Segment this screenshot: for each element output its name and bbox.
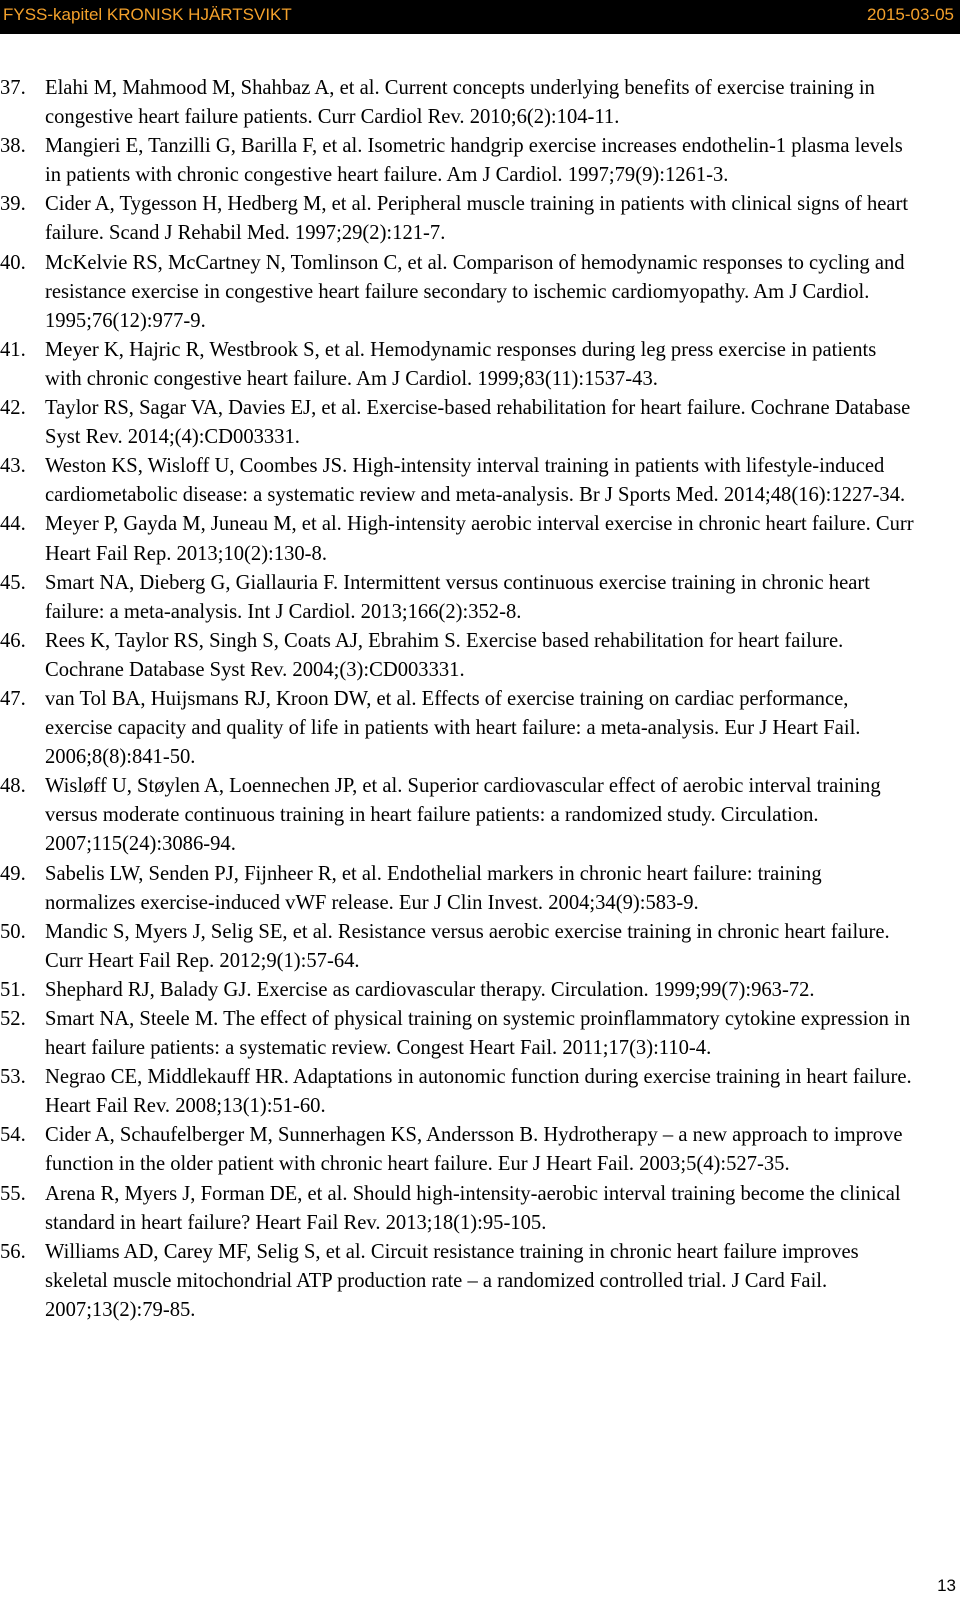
reference-number: 50. [0, 920, 26, 943]
reference-item-55 [0, 1180, 914, 1238]
reference-number: 40. [0, 251, 26, 274]
reference-item-47 [0, 685, 914, 772]
reference-item-44 [0, 510, 914, 568]
document-title: FYSS-kapitel KRONISK HJÄRTSVIKT [3, 5, 292, 24]
reference-item-49 [0, 860, 914, 918]
reference-item-54 [0, 1121, 914, 1179]
reference-number: 41. [0, 338, 26, 361]
document-date: 2015-03-05 [867, 5, 954, 24]
reference-text: Sabelis LW, Senden PJ, Fijnheer R, et al. Endothelial markers in chronic heart failure: training normalizes exercise-induced vWF release. Eur J Clin Invest. 2004;34(9):583-9. [45, 862, 822, 914]
reference-item-41 [0, 336, 914, 394]
reference-text: Mandic S, Myers J, Selig SE, et al. Resistance versus aerobic exercise training in chronic heart failure. Curr Heart Fail Rep. 2012;9(1):57-64. [45, 920, 890, 972]
reference-text: Mangieri E, Tanzilli G, Barilla F, et al. Isometric handgrip exercise increases endothelin-1 plasma levels in patients with chronic congestive heart failure. Am J Cardiol. 1997;79(9):1261-3. [45, 135, 903, 187]
reference-number: 54. [0, 1124, 26, 1147]
reference-item-39 [0, 190, 914, 248]
reference-item-51 [0, 976, 914, 1005]
reference-item-46 [0, 627, 914, 685]
reference-number: 45. [0, 571, 26, 594]
page-header [0, 0, 960, 34]
reference-item-53 [0, 1063, 914, 1121]
reference-text: Cider A, Schaufelberger M, Sunnerhagen KS, Andersson B. Hydrotherapy – a new approach to improve function in the older patient with chronic heart failure. Eur J Heart Fail. 2003;5(4):527-35. [45, 1124, 903, 1176]
reference-number: 38. [0, 135, 26, 158]
reference-number: 55. [0, 1182, 26, 1205]
reference-text: McKelvie RS, McCartney N, Tomlinson C, et al. Comparison of hemodynamic responses to cycling and resistance exercise in congestive heart failure secondary to ischemic cardiomyopathy. Am J Cardiol. 1995;76(12):977-9. [45, 251, 905, 332]
reference-text: Shephard RJ, Balady GJ. Exercise as cardiovascular therapy. Circulation. 1999;99(7):963-72. [45, 978, 815, 1001]
reference-number: 44. [0, 513, 26, 536]
reference-text: Smart NA, Dieberg G, Giallauria F. Intermittent versus continuous exercise training in chronic heart failure: a meta-analysis. Int J Cardiol. 2013;166(2):352-8. [45, 571, 870, 623]
reference-text: van Tol BA, Huijsmans RJ, Kroon DW, et al. Effects of exercise training on cardiac performance, exercise capacity and quality of life in patients with heart failure: a meta-analysis. Eur J Heart Fail. 2006;8(8):841-50. [45, 687, 861, 769]
reference-item-52 [0, 1005, 914, 1063]
reference-item-38 [0, 132, 914, 190]
reference-number: 47. [0, 687, 26, 710]
reference-item-40 [0, 249, 914, 336]
reference-number: 49. [0, 862, 26, 885]
reference-text: Smart NA, Steele M. The effect of physical training on systemic proinflammatory cytokine expression in heart failure patients: a systematic review. Congest Heart Fail. 2011;17(3):110-4. [45, 1008, 911, 1060]
reference-number: 43. [0, 455, 26, 478]
reference-number: 46. [0, 629, 26, 652]
reference-text: Meyer K, Hajric R, Westbrook S, et al. Hemodynamic responses during leg press exercise in patients with chronic congestive heart failure. Am J Cardiol. 1999;83(11):1537-43. [45, 338, 877, 390]
reference-text: Negrao CE, Middlekauff HR. Adaptations in autonomic function during exercise training in heart failure. Heart Fail Rev. 2008;13(1):51-60. [45, 1066, 912, 1118]
reference-item-37 [0, 74, 914, 132]
reference-number: 56. [0, 1240, 26, 1263]
page-number: 13 [937, 1576, 956, 1595]
reference-number: 39. [0, 193, 26, 216]
reference-text: Wisløff U, Støylen A, Loennechen JP, et al. Superior cardiovascular effect of aerobic interval training versus moderate continuous training in heart failure patients: a randomized study. Circulation. 2007;115(24):3086-94. [45, 775, 881, 856]
reference-item-43 [0, 452, 914, 510]
reference-text: Taylor RS, Sagar VA, Davies EJ, et al. Exercise-based rehabilitation for heart failure. Cochrane Database Syst Rev. 2014;(4):CD003331. [45, 397, 911, 449]
reference-text: Cider A, Tygesson H, Hedberg M, et al. Peripheral muscle training in patients with clinical signs of heart failure. Scand J Rehabil Med. 1997;29(2):121-7. [45, 193, 909, 245]
reference-number: 52. [0, 1008, 26, 1030]
reference-number: 53. [0, 1066, 26, 1089]
reference-text: Weston KS, Wisloff U, Coombes JS. High-intensity interval training in patients with lifestyle-induced cardiometabolic disease: a systematic review and meta-analysis. Br J Sports Med. 2014;48(16):1227-34. [45, 455, 906, 507]
reference-list [0, 74, 960, 1325]
reference-text: Rees K, Taylor RS, Singh S, Coats AJ, Ebrahim S. Exercise based rehabilitation for heart failure. Cochrane Database Syst Rev. 2004;(3):CD003331. [45, 629, 844, 681]
reference-number: 37. [0, 77, 26, 99]
reference-text: Meyer P, Gayda M, Juneau M, et al. High-intensity aerobic interval exercise in chronic heart failure. Curr Heart Fail Rep. 2013;10(2):130-8. [45, 513, 914, 565]
reference-item-56 [0, 1238, 914, 1325]
reference-number: 51. [0, 978, 26, 1001]
reference-number: 42. [0, 397, 26, 420]
reference-number: 48. [0, 775, 26, 798]
reference-text: Williams AD, Carey MF, Selig S, et al. Circuit resistance training in chronic heart failure improves skeletal muscle mitochondrial ATP production rate – a randomized controlled trial. J Card Fail. 2007;13(2):79-85. [45, 1240, 859, 1321]
reference-item-50 [0, 918, 914, 976]
reference-item-42 [0, 394, 914, 452]
reference-item-45 [0, 569, 914, 627]
reference-text: Arena R, Myers J, Forman DE, et al. Should high-intensity-aerobic interval training become the clinical standard in heart failure? Heart Fail Rev. 2013;18(1):95-105. [45, 1182, 901, 1234]
reference-item-48 [0, 772, 914, 859]
reference-text: Elahi M, Mahmood M, Shahbaz A, et al. Current concepts underlying benefits of exercise training in congestive heart failure patients. Curr Cardiol Rev. 2010;6(2):104-11. [45, 77, 875, 129]
